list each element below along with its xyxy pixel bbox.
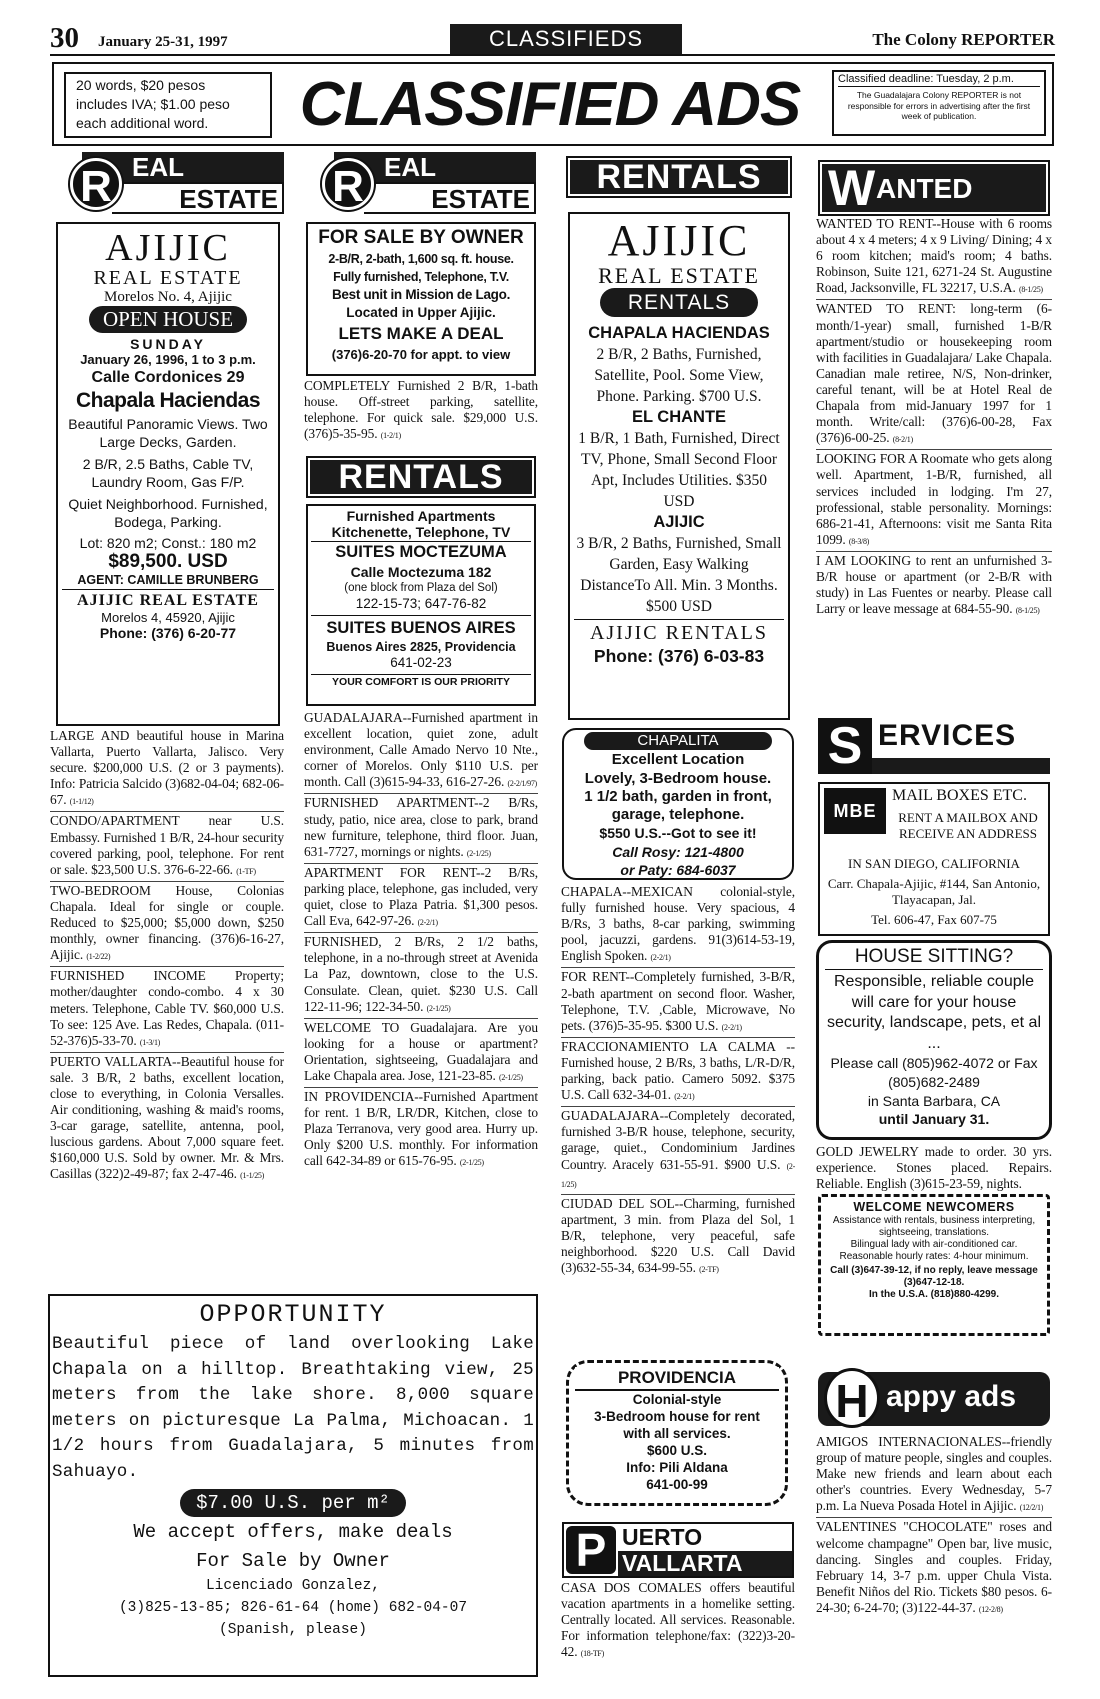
chapalita-line: Call Rosy: 121-4800 (612, 844, 744, 860)
r-badge: R (70, 158, 122, 210)
mbe-line: IN SAN DIEGO, CALIFORNIA (848, 856, 1020, 871)
rentals-pill: RENTALS (600, 288, 758, 317)
open-house-pill: OPEN HOUSE (89, 306, 247, 333)
rental-desc: 2 B/R, 2 Baths, Furnished, Satellite, Pool. Some View, Phone. Parking. $700 U.S. (594, 346, 764, 405)
mbe-ad (818, 782, 1050, 936)
lot-size: Lot: 820 m2; Const.: 180 m2 (79, 535, 257, 551)
listing: TWO-BEDROOM House, Colonias Chapala. Ideal for single or couple. Reduced to $25,000; $5,000 down, $250 monthly, owner financing. (376)6-16-27, Ajijic. (1-2/22) (50, 883, 284, 967)
s-letter: S (818, 718, 872, 774)
listing: FURNISHED APARTMENT--2 B/Rs, study, patio, nice area, close to park, brand new furniture, telephone, third floor. Juan, 631-7727, mornings or nights. (2-1/25) (304, 795, 538, 863)
newcomers-line: Assistance with rentals, business interpreting, sightseeing, translations. (832, 1215, 1036, 1238)
header-word: ESTATE (179, 184, 278, 214)
providencia-price: $600 U.S. (646, 1443, 708, 1458)
ajijic-logo: AJIJIC (607, 216, 751, 265)
w-letter: W (828, 160, 876, 216)
welcome-newcomers-ad (818, 1194, 1050, 1336)
sale-line: For Sale by Owner (196, 1550, 390, 1572)
listing: CIUDAD DEL SOL--Charming, furnished apartment, 3 min. from Plaza del Sol, 1 B/R, telephone, very peaceful, safe neighborhood. $220 U.S. Call David (3)632-55-34, 634-99-55. (2-TF) (561, 1195, 795, 1276)
newcomers-line: Call (3)647-39-12, if no reply, leave message (3)647-12-18. (830, 1265, 1038, 1288)
providencia-ad (566, 1360, 788, 1506)
rooms: 2 B/R, 2.5 Baths, Cable TV, Laundry Room, Gas F/P. (82, 456, 254, 490)
suites-phone: 122-15-73; 647-76-82 (311, 595, 531, 616)
header-word: ERVICES (878, 719, 1017, 752)
wanted-listings (816, 216, 1052, 621)
puerto-vallarta-header (562, 1522, 794, 1578)
sale-line: Fully furnished, Telephone, T.V. (333, 270, 509, 284)
suites-addr: Calle Moctezuma 182 (350, 564, 492, 580)
footer-logo: AJIJIC REAL ESTATE (77, 592, 259, 609)
contact-phones: (3)825-13-85; 826-61-64 (home) 682-04-07 (118, 1600, 468, 1616)
p-badge: P (566, 1526, 616, 1574)
date: January 26, 1996, 1 to 3 p.m. (80, 352, 256, 367)
chapalita-title: CHAPALITA (584, 732, 772, 750)
section-label: CLASSIFIEDS (450, 24, 682, 54)
suites-name: SUITES BUENOS AIRES (326, 619, 516, 637)
area: Chapala Haciendas (75, 389, 261, 412)
newcomers-line: Reasonable hourly rates: 4-hour minimum. (839, 1251, 1029, 1262)
house-sitting-body: Responsible, reliable couple will care for your house security, landscape, pets, et al ... (826, 973, 1042, 1052)
wanted-header (818, 160, 1050, 216)
agent: AGENT: CAMILLE BRUNBERG (62, 573, 274, 590)
gold-listing (816, 1144, 1052, 1194)
chapalita-line: $550 U.S.--Got to see it! (599, 825, 757, 841)
real-estate-header-1 (52, 152, 284, 216)
house-sitting-phone: Please call (805)962-4072 or Fax (805)682-2489 (830, 1055, 1038, 1090)
logo-subtitle: REAL ESTATE (93, 267, 243, 289)
listing: AMIGOS INTERNACIONALES--friendly group of mature people, singles and couples. Make new friends and learn about each other's countries. Every Wednesday, 5-7 p.m. La Nueva Posada Hotel in Ajijic. (12/2/1) (816, 1434, 1052, 1518)
rental-area: EL CHANTE (631, 408, 727, 426)
suites-phone: 641-02-23 (390, 655, 452, 670)
providencia-line: with all services. (623, 1426, 731, 1441)
rentals-header-3 (566, 156, 792, 198)
listing: VALENTINES "CHOCOLATE" roses and welcome champagne" Open bar, live music, dancing. Singles and couples. Friday, February 14, 3-7 p.m. upper Chula Vista. Benefit Niños del Rio. Tickets $80 pesos. 6-24-30; 6-24-70; (3)122-44-37. (12-2/8) (816, 1519, 1052, 1615)
logo-subtitle: REAL ESTATE (598, 263, 760, 288)
mbe-line: Carr. Chapala-Ajijic, #144, San Antonio, Tlayacapan, Jal. (827, 876, 1041, 907)
listing: GUADALAJARA--Furnished apartment in excellent location, quiet zone, adult environment, Calle Amado Nervo 10 Nte., corner of Morelos. Only $110 U.S. per month. Call (3)615-94-33, 616-27-26. (2-2/1/97) (304, 710, 538, 794)
h-badge: H (824, 1368, 880, 1428)
mbe-logo: MBE (824, 788, 886, 834)
listing: LARGE AND beautiful house in Marina Vallarta, Puerto Vallarta, Jalisco. Very secure. $200,000 U.S. (2 or 3 payments). Info: Patricia Salcido (3)682-04-04; 682-06-67. (1-1/12) (50, 728, 284, 812)
contact-language: (Spanish, please) (219, 1622, 367, 1638)
col2-listing-top (304, 378, 538, 446)
chapalita-ad (562, 728, 794, 880)
mbe-line: Tel. 606-47, Fax 607-75 (871, 912, 997, 927)
house-sitting-title: HOUSE SITTING? (825, 945, 1043, 970)
rental-desc: 3 B/R, 2 Baths, Furnished, Small Garden, Easy Walking DistanceTo All. Min. 3 Months. $500 USD (576, 535, 782, 615)
opportunity-body: Beautiful piece of land overlooking Lake Chapala on a hilltop. Breathtaking view, 25 meters from the lake shore. 8,000 square meters on picturesque La Palma, Michoacan. 1 1/2 hours from Guadalajara, 5 minutes from Sahuayo. (52, 1334, 534, 1482)
col3-listings (561, 884, 795, 1280)
chapalita-line: 1 1/2 bath, garden in front, garage, telephone. (584, 788, 772, 823)
listing: LOOKING FOR A Roomate who gets along well. Apartment, 1-B/R, furnished, all services included in lodging. I'm 27, professional, stable personality. Mornings: 686-21-41, Afternoons: visit me Santa Rita 1099. (8-3/8) (816, 451, 1052, 552)
suites-addr: Buenos Aires 2825, Providencia (326, 640, 516, 654)
newcomers-line: In the U.S.A. (818)880-4299. (868, 1289, 1000, 1300)
contact-name: Licenciado Gonzalez, (205, 1578, 381, 1594)
newcomers-line: Bilingual lady with air-conditioned car. (850, 1239, 1018, 1250)
banner-title: CLASSIFIED ADS (299, 70, 801, 139)
rentals-header-2 (306, 456, 536, 498)
real-estate-header-2 (304, 152, 536, 216)
sale-deal: LETS MAKE A DEAL (338, 324, 504, 343)
chapalita-line: or Paty: 684-6037 (620, 862, 736, 878)
neighborhood: Quiet Neighborhood. Furnished, Bodega, Parking. (68, 496, 268, 530)
features: Beautiful Panoramic Views. Two Large Decks, Garden. (68, 416, 268, 450)
footer-address: Morelos 4, 45920, Ajijic (101, 610, 235, 625)
mbe-line: RENT A MAILBOX AND RECEIVE AN ADDRESS (898, 810, 1038, 841)
rentals-label: RENTALS (310, 460, 532, 494)
suites-name: SUITES MOCTEZUMA (335, 543, 507, 561)
suites-note: (one block from Plaza del Sol) (344, 582, 498, 594)
sale-line: Located in Upper Ajijic. (346, 305, 496, 320)
office-address: Morelos No. 4, Ajijic (104, 289, 232, 305)
listing: FOR RENT--Completely furnished, 3-B/R, 2-bath apartment on second floor. Washer, Telephone, T.V. ,Cable, Microwave, No pets. (376)5-35-95. $300 U.S. (2-2/1) (561, 969, 795, 1037)
providencia-line: 3-Bedroom house for rent (594, 1409, 760, 1424)
services-header (818, 718, 1050, 776)
sale-phone: (376)6-20-70 for appt. to view (331, 347, 511, 362)
happy-ads-header (818, 1368, 1050, 1430)
rates-box: 20 words, $20 pesos includes IVA; $1.00 peso each additional word. (64, 72, 272, 138)
disclaimer: The Guadalajara Colony REPORTER is not responsible for errors in advertising after the first week of publication. (847, 90, 1031, 121)
issue-date: January 25-31, 1997 (98, 34, 228, 50)
rentals-label: RENTALS (570, 160, 788, 194)
ajijic-rentals-ad (568, 212, 790, 720)
house-sitting-location: in Santa Barbara, CA (867, 1093, 1001, 1109)
pv-listing (561, 1580, 795, 1664)
deadline-box (832, 70, 1046, 136)
listing: FURNISHED INCOME Property; mother/daughter condo-combo. 4 x 30 meters. Telephone, Cable TV. $60,000 U.S. To see: 125 Ave. Las Redes, Chapala. (011-52-376)5-33-70. (1-3/1) (50, 968, 284, 1052)
price-pill: $7.00 U.S. per m² (180, 1489, 406, 1517)
listing: IN PROVIDENCIA--Furnished Apartment for rent. 1 B/R, LR/DR, Kitchen, close to Plaza Terranova, very good area. Hurry up. Only $200 U.S. monthly. For information call 642-34-89 or 615-76-95. (2-1/25) (304, 1089, 538, 1169)
listing: WELCOME TO Guadalajara. Are you looking for a house or apartment? Orientation, sightseeing, Guadalajara and Lake Chapala area. Jose, 121-23-85. (2-1/25) (304, 1020, 538, 1088)
offers-line: We accept offers, make deals (133, 1521, 453, 1543)
price: $89,500. USD (108, 551, 228, 572)
newcomers-title: WELCOME NEWCOMERS (853, 1200, 1015, 1214)
providencia-phone: 641-00-99 (646, 1477, 708, 1492)
rental-area: AJIJIC (653, 513, 705, 531)
header-word: EAL (132, 152, 184, 182)
chapalita-line: Excellent Location (611, 751, 745, 768)
suites-ad (306, 504, 536, 706)
listing: FRACCIONAMIENTO LA CALMA --Furnished house, 2 B/Rs, 3 baths, L/R-D/R, parking, back patio. Camero 5092. $375 U.S. Call 632-34-01. (2-2/1) (561, 1039, 795, 1107)
col2-listings (304, 710, 538, 1174)
providencia-title: PROVIDENCIA (575, 1367, 779, 1391)
page-number: 30 (50, 22, 79, 54)
sale-line: 2-B/R, 2-bath, 1,600 sq. ft. house. (328, 252, 514, 266)
house-sitting-until: until January 31. (878, 1111, 990, 1127)
sale-title: FOR SALE BY OWNER (318, 227, 524, 248)
rental-area: CHAPALA HACIENDAS (588, 324, 770, 342)
suites-line: Furnished Apartments (346, 508, 496, 524)
happy-listings (816, 1434, 1052, 1620)
listing: FURNISHED, 2 B/Rs, 2 1/2 baths, telephone, in a no-through street at Avenida La Paz, downtown, close to the U.S. Consulate. Clean, quiet. $230 U.S. Call 122-11-96; 122-34-50. (2-1/25) (304, 934, 538, 1018)
listing: WANTED TO RENT--House with 6 rooms about 4 x 4 meters; 4 x 9 Living/ Dining; 4 x 6 room kitchen; maid's room; 4 baths. Robinson, Suite 121, 6271-24 St. Augustine Road, Jacksonville, FL 32217, U.S.A. (8-1/25) (816, 216, 1052, 300)
day: SUNDAY (130, 336, 206, 352)
rental-desc: 1 B/R, 1 Bath, Furnished, Direct TV, Phone, Small Second Floor Apt, Includes Utilities. $350 USD (578, 430, 780, 510)
paper-name: The Colony REPORTER (872, 30, 1055, 49)
listing: WANTED TO RENT: long-term (6-month/1-year) small, furnished 1-B/R apartment/studio or housekeeping room with facilities in Guadalajara/ Lake Chapala. Canadian male retiree, N/S, Non-drinker, careful tenant, will be at Hotel Real de Chapala from mid-January 1997 for 1 month. Write/call: (376)6-00-28, Fax (376)6-00-25. (8-2/1) (816, 301, 1052, 450)
listing: COMPLETELY Furnished 2 B/R, 1-bath house. Off-street parking, satellite, telephone. For quick sale. $29,000 U.S. (376)5-35-95. (1-2/1) (304, 378, 538, 442)
header-word: ESTATE (431, 184, 530, 214)
listing: CHAPALA--MEXICAN colonial-style, fully furnished house. Very spacious, 4 B/Rs, 3 baths, 8-car parking, swimming pool, jacuzzi, gardens. 91(3)614-53-19, English Spoken. (2-2/1) (561, 884, 795, 968)
header-word: ANTED (876, 173, 973, 204)
mbe-name: MAIL BOXES ETC. (892, 787, 1027, 804)
for-sale-by-owner-ad (306, 222, 536, 376)
opportunity-title: OPPORTUNITY (199, 1300, 387, 1329)
listing: GUADALAJARA--Completely decorated, furnished 3-B/R house, telephone, security, garage, quiet., Condominium Jardines Country. Aracely 631-55-91. $900 U.S. (2-1/25) (561, 1108, 795, 1194)
providencia-info: Info: Pili Aldana (626, 1460, 728, 1475)
suites-slogan: YOUR COMFORT IS OUR PRIORITY (311, 674, 531, 689)
suites-line: Kitchenette, Telephone, TV (311, 524, 531, 542)
col1-listings (50, 728, 284, 1187)
providencia-line: Colonial-style (632, 1392, 722, 1407)
header-word: appy ads (886, 1380, 1017, 1413)
house-sitting-ad (816, 940, 1052, 1140)
ajijic-logo: AJIJIC (105, 227, 231, 269)
listing: CASA DOS COMALES offers beautiful vacation apartments in a homelike setting. Centrally located. All services. Reasonable. For information telephone/fax: (322)3-20-42. (18-TF) (561, 1580, 795, 1660)
listing: GOLD JEWELRY made to order. 30 yrs. experience. Stones placed. Repairs. Reliable. English (3)615-23-59, nights. (816, 1144, 1052, 1192)
street: Calle Cordonices 29 (91, 369, 245, 386)
classified-banner (52, 62, 1054, 146)
chapalita-line: Lovely, 3-Bedroom house. (584, 770, 772, 787)
opportunity-ad (48, 1294, 538, 1677)
phone: Phone: (376) 6-20-77 (99, 625, 237, 641)
listing: APARTMENT FOR RENT--2 B/Rs, parking place, telephone, gas included, very quiet, close to Plaza Patria. $1,300 pesos. Call Eva, 642-97-26. (2-2/1) (304, 865, 538, 933)
deadline: Classified deadline: Tuesday, 2 p.m. (838, 73, 1040, 87)
header-word: VALLARTA (618, 1551, 792, 1576)
listing: PUERTO VALLARTA--Beautiful house for sale. 3 B/R, 2 baths, excellent location, close to everything, in Colonia Versalles. Air conditioning, washing & maid's rooms, 3-car garage, satellite, antenna, pool, luscious gardens. About 7,000 square feet. $160,000 U.S. Sold by owner. Mr. & Mrs. Casillas (322)2-49-87; fax 2-47-46. (1-1/25) (50, 1053, 284, 1182)
header-word: EAL (384, 152, 436, 182)
listing: CONDO/APARTMENT near U.S. Embassy. Furnished 1 B/R, 24-hour security covered parking, pool, telephone. For rent or sale. $23,500 U.S. 376-6-22-66. (1-TF) (50, 813, 284, 881)
phone: Phone: (376) 6-03-83 (593, 646, 765, 666)
masthead (50, 22, 1055, 56)
listing: I AM LOOKING to rent an unfurnished 3-B/R house or apartment (or 2-B/R with study) in Las Fuentes or nearby. Please call Larry or leave message at 684-55-90. (8-1/25) (816, 552, 1052, 617)
header-word: UERTO (622, 1524, 703, 1550)
sale-line: Best unit in Mission de Lago. (331, 287, 511, 302)
footer-logo: AJIJIC RENTALS (574, 619, 784, 646)
r-badge: R (322, 158, 374, 210)
ajijic-open-house-ad (56, 222, 280, 726)
